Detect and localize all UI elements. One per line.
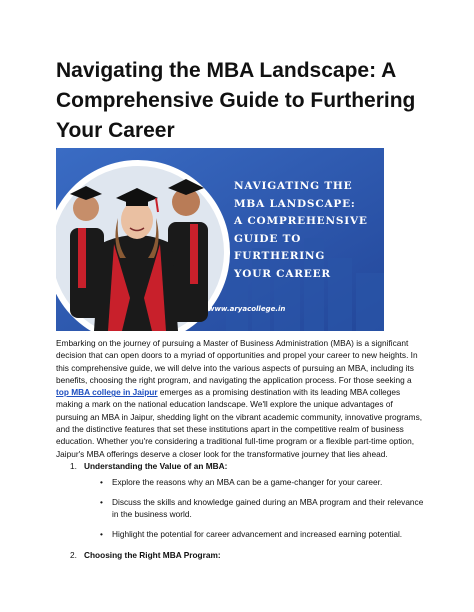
intro-text-after-link: emerges as a promising destination with its leading MBA colleges making a mark on the national education landscape. We'll explore the unique advantages of pursuing an MBA in Jaipur, shedding light on the vibrant academic community, innovative programs, and the distinctive features that set these institutions apart in the competitive realm of business education. Whether you're considering a traditional full-time program or a flexible part-time option, Jaipur's MBA offerings deserve a closer look for the transformative journey that lies ahead. [56, 387, 423, 459]
section-1-number: 1. [70, 461, 77, 471]
list-item [100, 528, 426, 540]
intro-paragraph [56, 337, 426, 460]
section-1-heading [70, 460, 227, 472]
section-2-number: 2. [70, 550, 77, 560]
list-item [100, 496, 426, 521]
section-2-heading [70, 549, 221, 561]
section-1-title: Understanding the Value of an MBA: [84, 461, 228, 471]
intro-text-before-link: Embarking on the journey of pursuing a Master of Business Administration (MBA) is a significant decision that can open doors to a myriad of opportunities and propel your career to new heights. In this comprehensive guide, we will delve into the various aspects of pursuing an MBA, including its benefits, choosing the right program, and navigating the application process. For those seeking a [56, 338, 418, 385]
banner-image [56, 148, 384, 331]
bullet-text: Highlight the potential for career advancement and increased earning potential. [112, 529, 403, 539]
banner-website: www.aryacollege.in [208, 305, 286, 313]
list-item [100, 476, 426, 488]
top-mba-college-link[interactable]: top MBA college in Jaipur [56, 387, 158, 398]
bullet-text: Explore the reasons why an MBA can be a game-changer for your career. [112, 477, 383, 487]
bullet-text: Discuss the skills and knowledge gained during an MBA program and their relevance in the business world. [112, 497, 424, 520]
bullet-icon: • [100, 497, 103, 507]
section-2-title: Choosing the Right MBA Program: [84, 550, 221, 560]
bullet-icon: • [100, 477, 103, 487]
page-title: Navigating the MBA Landscape: A Comprehensive Guide to Furthering Your Career [56, 59, 416, 142]
banner-heading: NAVIGATING THE MBA LANDSCAPE: A COMPREHENSIVE GUIDE TO FURTHERING YOUR CAREER [234, 180, 368, 280]
bullet-icon: • [100, 529, 103, 539]
